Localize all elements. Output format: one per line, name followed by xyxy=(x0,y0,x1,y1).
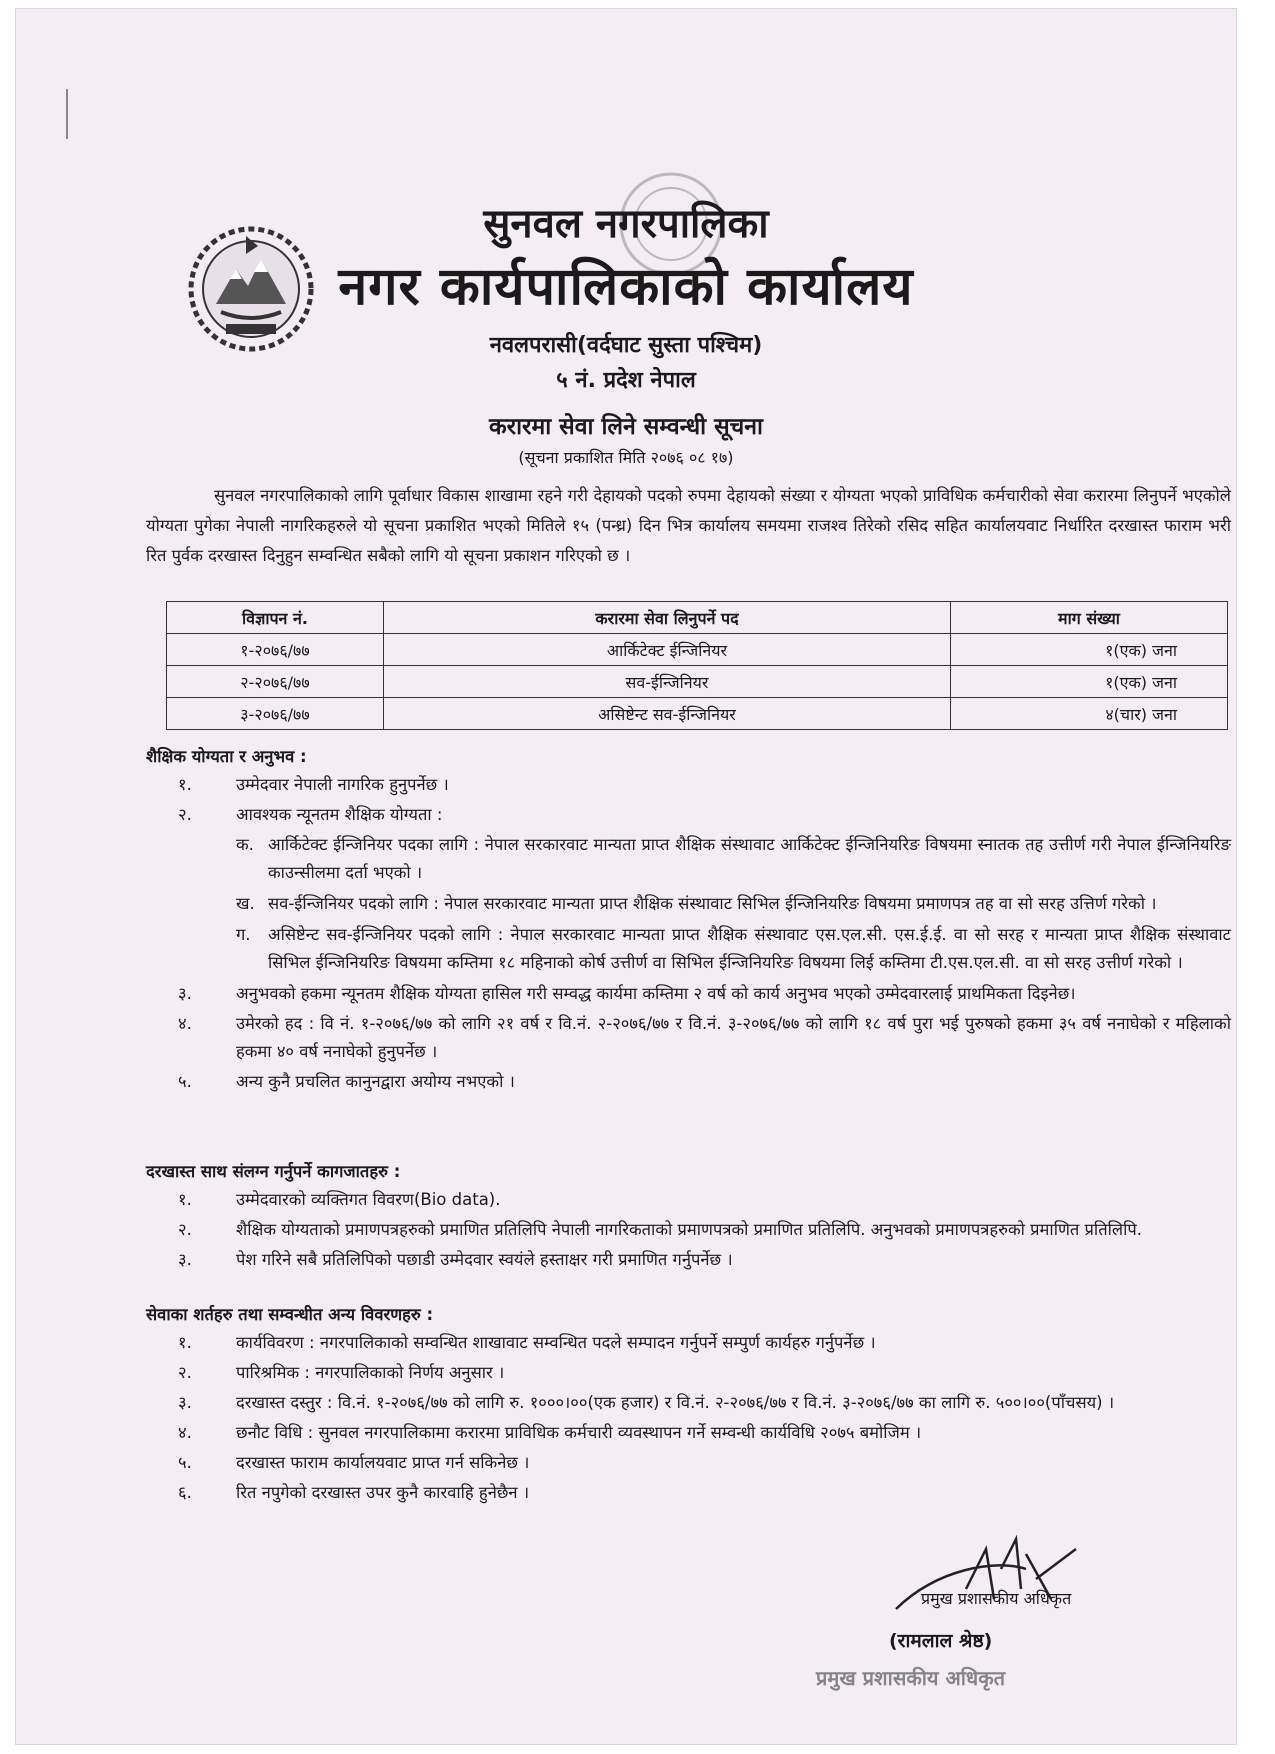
notice-page xyxy=(15,8,1237,1745)
list-item xyxy=(16,1010,1236,1066)
item-number: १. xyxy=(178,1190,192,1209)
vacancy-table xyxy=(166,601,1228,730)
cell-post: सव-ईन्जिनियर xyxy=(384,666,951,698)
list-item xyxy=(16,1216,1236,1244)
sub-item-label: ग. xyxy=(236,925,251,944)
item-text: अनुभवको हकमा न्यूनतम शैक्षिक योग्यता हासिल गरी सम्वद्ध कार्यमा कम्तिमा २ वर्ष को कार्य अनुभव भएको उम्मेदवारलाई प्राथमिकता दिइनेछ। xyxy=(236,984,1076,1003)
item-number: ५. xyxy=(178,1072,192,1091)
cell-quantity: १(एक) जना xyxy=(951,666,1228,698)
list-item xyxy=(16,1068,1236,1096)
notice-intro: सुनवल नगरपालिकाको लागि पूर्वाधार विकास शाखामा रहने गरी देहायको पदको रुपमा देहायको संख्या र योग्यता भएको प्राविधिक कर्मचारीको सेवा करारमा लिनुपर्ने भएकोले योग्यता पुगेका नेपाली नागरिकहरुले यो सूचना प्रकाशित भएको मितिले १५ (पन्ध्र) दिन भित्र कार्यालय समयमा राजश्व तिरेको रसिद सहित कार्यालयवाट निर्धारित दरखास्त फाराम भरी रित पुर्वक दरखास्त दिनुहुन सम्वन्धित सबैको लागि यो सूचना प्रकाशन गरिएको छ । xyxy=(146,486,1231,565)
item-text: पारिश्रमिक : नगरपालिकाको निर्णय अनुसार । xyxy=(236,1363,505,1382)
item-number: १. xyxy=(178,775,192,794)
sub-item xyxy=(16,890,1236,918)
table-row xyxy=(167,666,1228,698)
item-text: रित नपुगेको दरखास्त उपर कुनै कारवाहि हुनेछैन । xyxy=(236,1483,530,1502)
cell-ad-number: १-२०७६/७७ xyxy=(167,634,384,666)
terms-section xyxy=(16,1302,1236,1509)
list-item xyxy=(16,771,1236,799)
scan-edge-mark xyxy=(66,89,68,139)
address-province: ५ नं. प्रदेश नेपाल xyxy=(556,368,696,393)
list-item xyxy=(16,980,1236,1008)
header-post: करारमा सेवा लिनुपर्ने पद xyxy=(384,602,951,634)
signatory-stamp: प्रमुख प्रशासकीय अधिकृत xyxy=(816,1666,1005,1690)
item-number: ४. xyxy=(178,1014,192,1033)
cell-post: आर्किटेक्ट ईन्जिनियर xyxy=(384,634,951,666)
cell-ad-number: ३-२०७६/७७ xyxy=(167,698,384,730)
office-name: नगर कार्यपालिकाको कार्यालय xyxy=(338,256,914,317)
item-text: कार्यविवरण : नगरपालिकाको सम्वन्धित शाखावाट सम्वन्धित पदले सम्पादन गर्नुपर्ने सम्पुर्ण कार्यहरु गर्नुपर्नेछ । xyxy=(236,1333,876,1352)
item-number: ५. xyxy=(178,1453,192,1472)
sub-item xyxy=(16,921,1236,977)
list-item xyxy=(16,1359,1236,1387)
item-text: आवश्यक न्यूनतम शैक्षिक योग्यता : xyxy=(236,805,443,824)
item-number: ६. xyxy=(178,1483,192,1502)
signatory-name: (रामलाल श्रेष्ठ) xyxy=(889,1630,993,1652)
sub-item-label: क. xyxy=(236,835,254,854)
item-number: १. xyxy=(178,1333,192,1352)
sub-item xyxy=(16,831,1236,887)
item-number: २. xyxy=(178,1363,192,1382)
qualification-section xyxy=(16,744,1236,1098)
municipality-name: सुनवल नगरपालिका xyxy=(483,200,769,247)
sub-item-text: सव-ईन्जिनियर पदको लागि : नेपाल सरकारवाट मान्यता प्राप्त शैक्षिक संस्थावाट सिभिल ईन्जिनियरिङ विषयमा प्रमाणपत्र तह वा सो सरह उत्तिर्ण गरेको । xyxy=(268,894,1157,913)
item-text: दरखास्त फाराम कार्यालयवाट प्राप्त गर्न सकिनेछ । xyxy=(236,1453,530,1472)
documents-section xyxy=(16,1159,1236,1276)
item-text: छनौट विधि : सुनवल नगरपालिकामा करारमा प्राविधिक कर्मचारी व्यवस्थापन गर्ने सम्वन्धी कार्यविधि २०७५ बमोजिम । xyxy=(236,1423,922,1442)
item-number: २. xyxy=(178,1220,192,1239)
item-text: पेश गरिने सबै प्रतिलिपिको पछाडी उम्मेदवार स्वयंले हस्ताक्षर गरी प्रमाणित गर्नुपर्नेछ । xyxy=(236,1250,733,1269)
item-text: उमेरको हद : वि नं. १-२०७६/७७ को लागि २१ वर्ष र वि.नं. २-२०७६/७७ र वि.नं. ३-२०७६/७७ को लागि १८ वर्ष पुरा भई पुरुषको हकमा ३५ वर्ष ननाघेको र महिलाको हकमा ४० वर्ष ननाघेको हुनुपर्नेछ । xyxy=(236,1014,1231,1061)
notice-date: (सूचना प्रकाशित मिति २०७६ ०८ १७) xyxy=(518,448,734,467)
list-item xyxy=(16,801,1236,829)
item-text: उम्मेदवार नेपाली नागरिक हुनुपर्नेछ । xyxy=(236,775,449,794)
table-header-row xyxy=(167,602,1228,634)
list-item xyxy=(16,1186,1236,1214)
sub-item-text: असिष्टेन्ट सव-ईन्जिनियर पदको लागि : नेपाल सरकारवाट मान्यता प्राप्त शैक्षिक संस्थावाट एस.एल.सी. एस.ई.ई. वा सो सरह र मान्यता प्राप्त शैक्षिक संस्थावाट सिभिल ईन्जिनियरिङ विषयमा कम्तिमा १८ महिनाको कोर्ष उत्तीर्ण वा सिभिल ईन्जिनियरिङ विषयमा लिई कम्तिमा टी.एस.एल.सी. वा सो सरह उत्तीर्ण गरेको । xyxy=(268,925,1231,972)
cell-quantity: १(एक) जना xyxy=(951,634,1228,666)
list-item xyxy=(16,1449,1236,1477)
list-item xyxy=(16,1389,1236,1417)
item-text: दरखास्त दस्तुर : वि.नं. १-२०७६/७७ को लागि रु. १०००।००(एक हजार) र वि.नं. २-२०७६/७७ र वि.नं. ३-२०७६/७७ का लागि रु. ५००।००(पाँचसय) । xyxy=(236,1393,1115,1412)
item-number: ३. xyxy=(178,984,192,1003)
item-number: २. xyxy=(178,805,192,824)
cell-quantity: ४(चार) जना xyxy=(951,698,1228,730)
header-quantity: माग संख्या xyxy=(951,602,1228,634)
sub-item-text: आर्किटेक्ट ईन्जिनियर पदका लागि : नेपाल सरकारवाट मान्यता प्राप्त शैक्षिक संस्थावाट आर्किटेक्ट ईन्जिनियरिङ विषयमा स्नातक तह उत्तीर्ण गरी नेपाल ईन्जिनियरिङ काउन्सीलमा दर्ता भएको । xyxy=(268,835,1231,882)
qualification-heading: शैक्षिक योग्यता र अनुभव : xyxy=(146,747,307,766)
signatory-title: प्रमुख प्रशासकीय अधिकृत xyxy=(921,1589,1072,1608)
documents-heading: दरखास्त साथ संलग्न गर्नुपर्ने कागजातहरु : xyxy=(146,1162,401,1181)
cell-ad-number: २-२०७६/७७ xyxy=(167,666,384,698)
item-number: ३. xyxy=(178,1250,192,1269)
terms-heading: सेवाका शर्तहरु तथा सम्वन्धीत अन्य विवरणहरु : xyxy=(146,1305,434,1324)
item-number: ३. xyxy=(178,1393,192,1412)
sub-item-label: ख. xyxy=(236,894,255,913)
table-row xyxy=(167,698,1228,730)
notice-title: करारमा सेवा लिने सम्वन्धी सूचना xyxy=(489,414,763,440)
item-text: शैक्षिक योग्यताको प्रमाणपत्रहरुको प्रमाणित प्रतिलिपि नेपाली नागरिकताको प्रमाणपत्रको प्रमाणित प्रतिलिपि. अनुभवको प्रमाणपत्रहरुको प्रमाणित प्रतिलिपि. xyxy=(236,1220,1142,1239)
address-district: नवलपरासी(वर्दघाट सुस्ता पश्चिम) xyxy=(489,333,763,358)
header-ad-number: विज्ञापन नं. xyxy=(167,602,384,634)
list-item xyxy=(16,1246,1236,1274)
list-item xyxy=(16,1419,1236,1447)
item-text: अन्य कुनै प्रचलित कानुनद्वारा अयोग्य नभएको । xyxy=(236,1072,515,1091)
cell-post: असिष्टेन्ट सव-ईन्जिनियर xyxy=(384,698,951,730)
list-item xyxy=(16,1329,1236,1357)
item-text: उम्मेदवारको व्यक्तिगत विवरण(Bio data). xyxy=(236,1190,501,1209)
item-number: ४. xyxy=(178,1423,192,1442)
list-item xyxy=(16,1479,1236,1507)
table-row xyxy=(167,634,1228,666)
